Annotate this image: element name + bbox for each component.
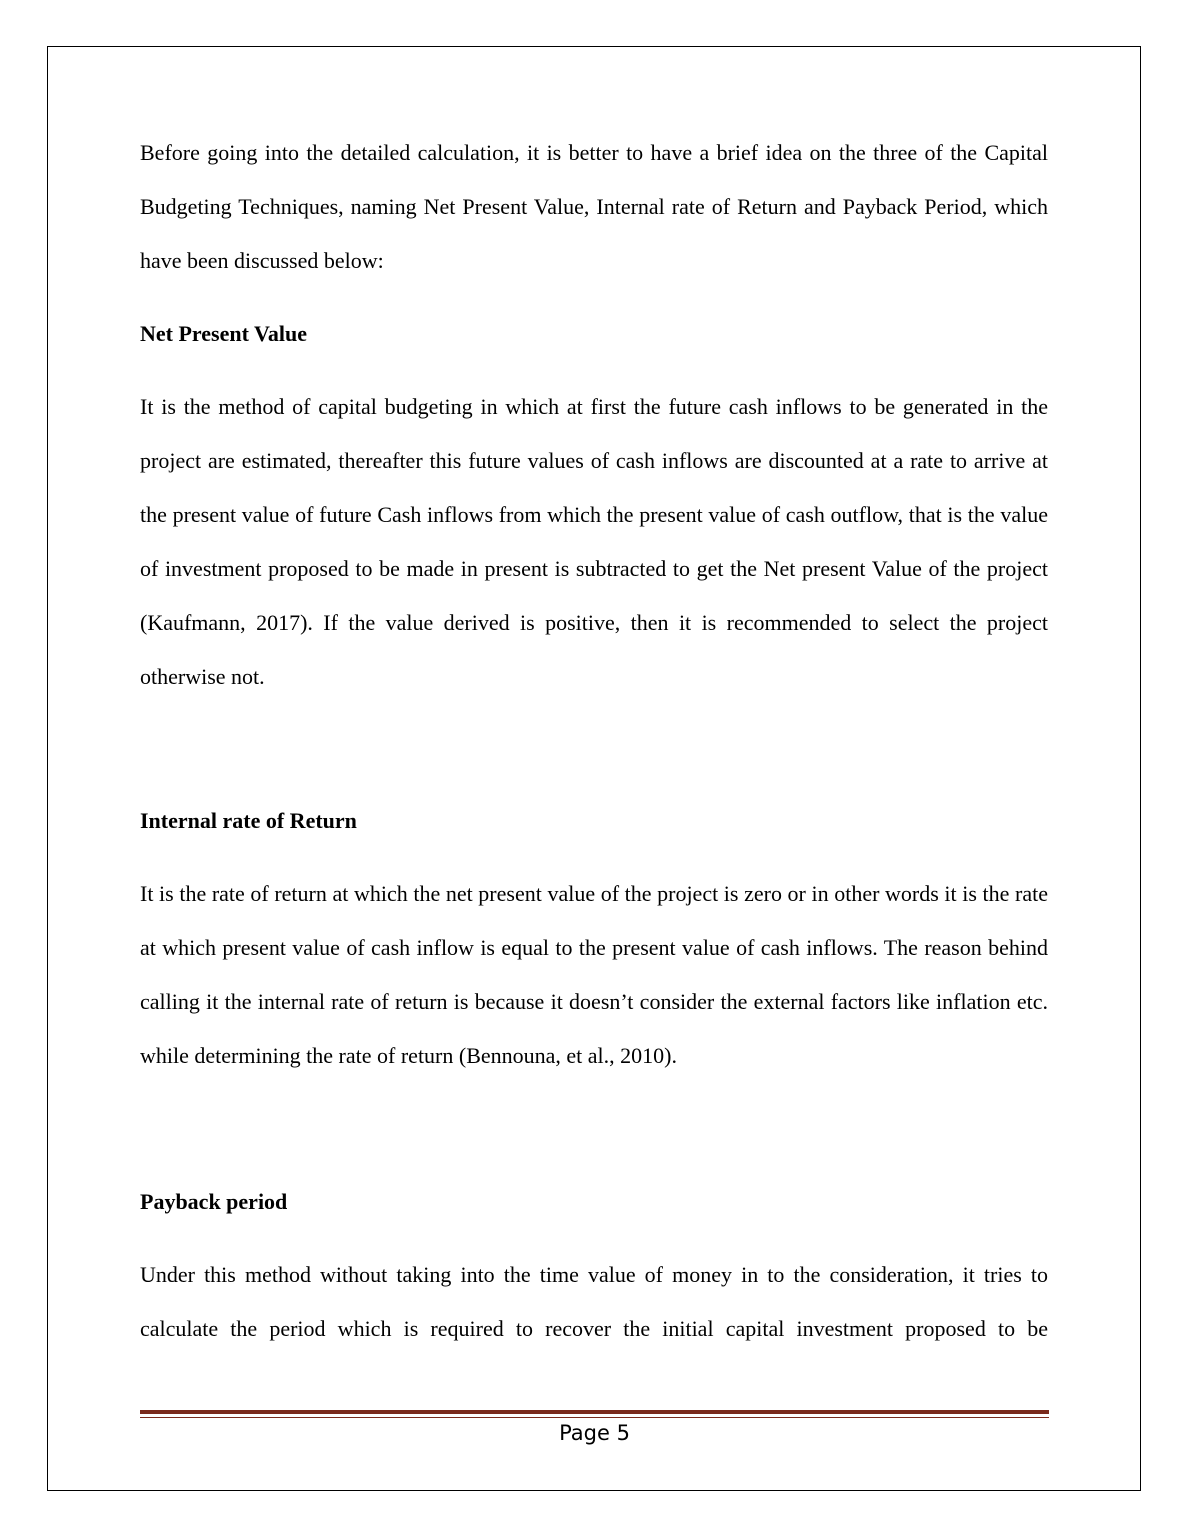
page-number: Page 5	[559, 1421, 630, 1445]
section-body-irr: It is the rate of return at which the net present value of the project is zero or in other words it is the rate at which present value of cash inflow is equal to the present value of cash inflows. The reason behind calling it the internal rate of return is because it doesn’t consider the external factors like inflation etc. while determining the rate of return (Bennouna, et al., 2010).	[140, 881, 1048, 1068]
section-heading-irr: Internal rate of Return	[140, 808, 357, 833]
intro-paragraph: Before going into the detailed calculation, it is better to have a brief idea on the three of the Capital Budgeting Techniques, naming Net Present Value, Internal rate of Return and Payback Period, which have been discussed below:	[140, 140, 1048, 273]
section-heading-payback: Payback period	[140, 1189, 288, 1214]
section-heading-npv: Net Present Value	[140, 321, 308, 346]
footer-rule-thin	[140, 1417, 1049, 1418]
footer-rule	[140, 1410, 1049, 1414]
section-body-npv: It is the method of capital budgeting in which at first the future cash inflows to be generated in the project are estimated, thereafter this future values of cash inflows are discounted at a rate to arrive at the present value of future Cash inflows from which the present value of cash outflow, that is the value of investment proposed to be made in present is subtracted to get the Net present Value of the project (Kaufmann, 2017). If the value derived is positive, then it is recommended to select the project otherwise not.	[140, 394, 1048, 689]
section-body-payback: Under this method without taking into the time value of money in to the consideration, it tries to calculate the period which is required to recover the initial capital investment proposed to be	[140, 1262, 1048, 1341]
